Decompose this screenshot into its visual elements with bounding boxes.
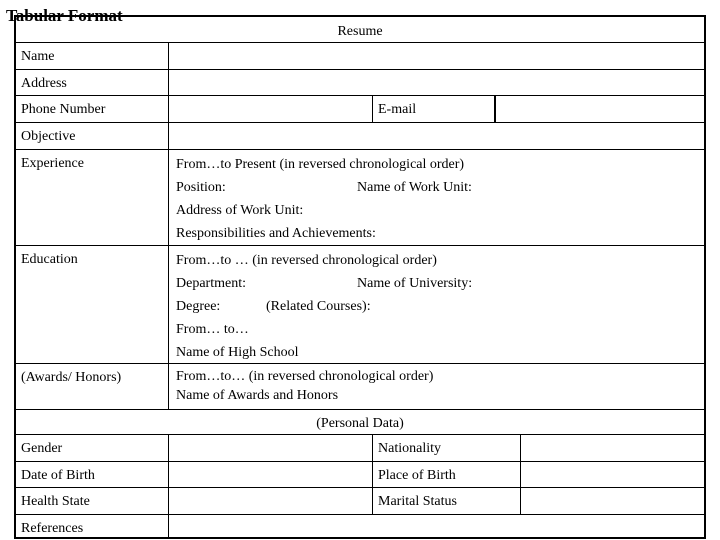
awards-content [168,364,704,409]
personal-data-heading: (Personal Data) [316,416,404,431]
references-row [16,515,704,539]
personal-data-row [16,410,704,435]
objective-row [16,123,704,150]
pob-label: Place of Birth [372,462,520,487]
references-label: References [21,521,84,536]
awards-label: (Awards/ Honors) [21,370,122,385]
title-row [16,17,704,43]
objective-label: Objective [21,129,76,144]
education-content [168,246,704,363]
dob-label: Date of Birth [21,468,95,483]
name-row [16,43,704,70]
education-label: Education [21,252,78,267]
birth-row [16,462,704,488]
phone-label: Phone Number [21,102,106,117]
experience-address: Address of Work Unit: [176,203,304,218]
address-field[interactable] [168,70,704,95]
gender-label: Gender [21,441,63,456]
form-title: Resume [337,24,383,39]
experience-period: From…to Present (in reversed chronological order) [176,157,465,172]
education-hs-period: From… to… [176,322,249,337]
phone-field[interactable] [168,96,372,122]
education-courses: (Related Courses): [266,299,371,314]
address-row [16,70,704,96]
education-degree: Degree: [176,299,221,314]
experience-content [168,150,704,245]
nationality-field[interactable] [520,435,704,461]
awards-period: From…to… (in reversed chronological order) [176,369,434,384]
education-department: Department: [176,276,246,291]
references-field[interactable] [168,515,704,539]
email-field[interactable] [494,96,704,122]
experience-work-unit: Name of Work Unit: [357,180,472,195]
experience-responsibilities: Responsibilities and Achievements: [176,226,376,241]
health-label: Health State [21,494,90,509]
address-label: Address [21,76,67,91]
awards-row [16,364,704,410]
education-high-school: Name of High School [176,345,299,360]
education-row [16,246,704,364]
education-university: Name of University: [357,276,473,291]
experience-position: Position: [176,180,226,195]
resume-form [14,15,706,539]
nationality-label: Nationality [372,435,520,461]
experience-label: Experience [21,156,84,171]
health-field[interactable] [168,488,372,514]
gender-row [16,435,704,462]
marital-field[interactable] [520,488,704,514]
pob-field[interactable] [520,462,704,487]
email-label: E-mail [372,96,494,122]
education-period: From…to … (in reversed chronological order) [176,253,437,268]
page-heading: Tabular Format [6,6,123,25]
marital-label: Marital Status [372,488,520,514]
name-field[interactable] [168,43,704,69]
gender-field[interactable] [168,435,372,461]
health-row [16,488,704,515]
experience-row [16,150,704,246]
dob-field[interactable] [168,462,372,487]
awards-names: Name of Awards and Honors [176,388,339,403]
phone-row [16,96,704,123]
name-label: Name [21,49,55,64]
objective-field[interactable] [168,123,704,149]
